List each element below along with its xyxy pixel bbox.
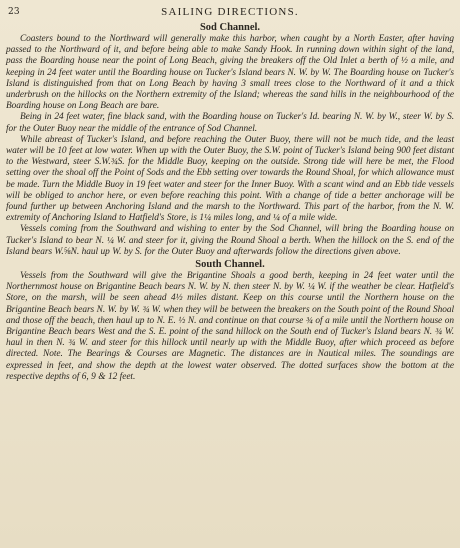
section-title: Sod Channel.	[199, 22, 261, 33]
page-header	[6, 6, 454, 20]
paragraph: Being in 24 feet water, fine black sand, with the Boarding house on Tucker's Id. bearing N. W. by W., steer W. by S. for the Outer Buoy near the middle of the entrance of Sod Channel.	[6, 112, 454, 134]
paragraph: Vessels from the Southward will give the Brigantine Shoals a good berth, keeping in 24 feet water until the Northernmost house on Brigantine Beach bears N. W. by N. then steer N. by W. ¼ W. if the weather be clear. Hatfield's Store, on the marsh, will be seen ahead 4½ miles distant. Keep on this course until the Northern house on the Brigantine Beach bears N. W. by W. ¾ W. when they will be between the breakers on the South point of the Round Shoal and those off the beach, then haul up to N. E. ½ N. and continue on that course ¾ of a mile until the Northern house on Brigantine Beach bears West and the S. E. point of the sand hillock on the South end of Tucker's Island bears N. ¾ W. haul in then N. ¾ W. and steer for this hillock until nearly up with the Middle Buoy, after which proceed as before directed. Note. The Bearings & Courses are Magnetic. The distances are in Nautical miles. The soundings are expressed in feet, and show the depth at the lowest water observed. The dotted surfaces show the bottom at the respective depths of 6, 9 & 12 feet.	[6, 271, 454, 382]
section-south-channel	[6, 258, 454, 383]
paragraph: Coasters bound to the Northward will generally make this harbor, when caught by a North Easter, after having passed to the Northward of it, and before being able to make Sandy Hook. In running down within sight of the land, pass the Boarding house near the point of Long Beach, giving the breakers off the Old Inlet a berth of ½ a mile, and keeping in 24 feet water until the Boarding house on Tucker's Island bears N. W. by W. The Boarding house on Tucker's Island is distinguished from that on Long Beach by having 3 small trees close to the Northward of it and a thick underbrush on the hillocks on the Northern extremity of the Island; whereas the sand hills in the neighbourhood of the Boarding house on Long Beach are bare.	[6, 34, 454, 112]
running-title: SAILING DIRECTIONS.	[161, 6, 299, 18]
page-number: 23	[8, 7, 20, 17]
section-title: South Channel.	[195, 259, 265, 271]
section-sod-channel	[6, 21, 454, 258]
paragraph: While abreast of Tucker's Island, and before reaching the Outer Buoy, there will not be much tide, and the least water will be 10 feet at low water. When up with the Outer Buoy, the S.W. point of Tucker's Island being 900 feet distant to the Westward, steer S.W.¾S. for the Middle Buoy, keeping on the outside. Strong tide will here be met, the Flood setting over the shoal off the Point of Sods and the Ebb setting over towards the Round Shoal, for which allowance must be made. Turn the Middle Buoy in 19 feet water and steer for the Inner Buoy. With a scant wind and an Ebb tide vessels will be obliged to anchor here, or even before reaching this point. With a change of tide a better anchorage will be found further up between Anchoring Island and the marsh to the Northward. This part of the harbor, from the N. W. extremity of Anchoring Island to Hatfield's Store, is 1¼ miles long, and ¼ of a mile wide.	[6, 134, 454, 224]
paragraph: Vessels coming from the Southward and wishing to enter by the Sod Channel, will bring the Boarding house on Tucker's Island to bear N. ¼ W. and steer for it, giving the Round Shoal a berth. When the hillock on the S. end of the Island bears W.⅝N. haul up W. by S. for the Outer Buoy and afterwards follow the directions given above.	[6, 224, 454, 257]
